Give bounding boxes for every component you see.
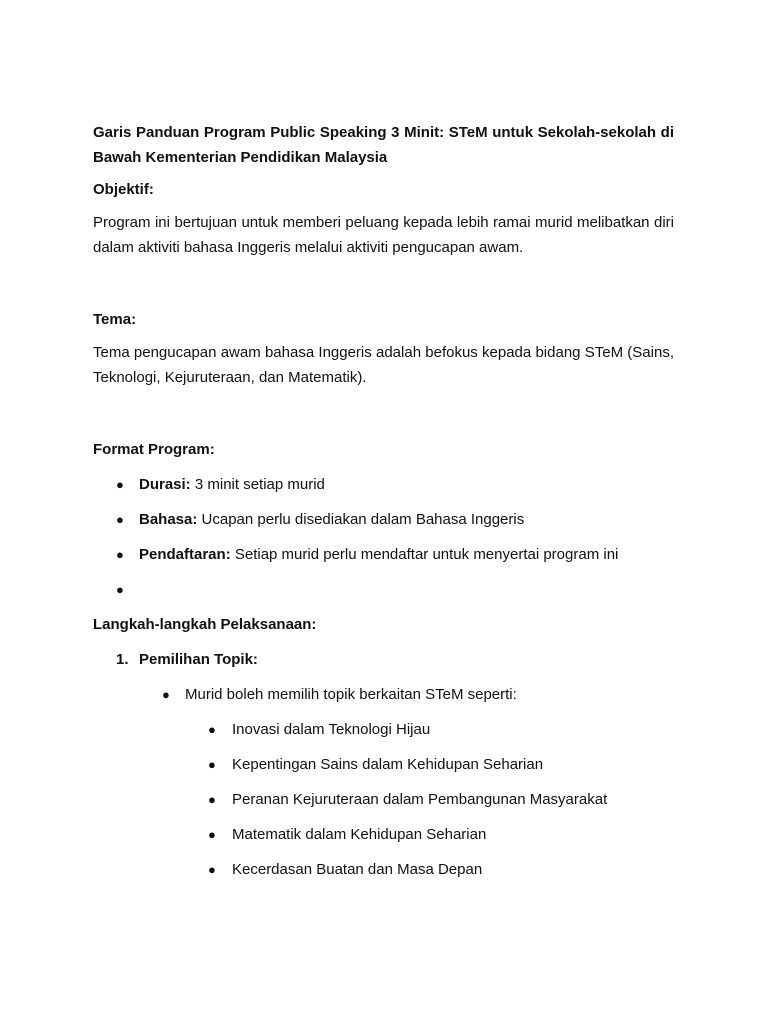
tema-body: Tema pengucapan awam bahasa Inggeris adalah befokus kepada bidang STeM (Sains, Teknologi, Kejuruteraan, dan Matematik). (93, 344, 674, 386)
topic-list (93, 720, 674, 880)
bullet-icon: ● (116, 477, 124, 492)
format-list (93, 475, 674, 600)
topic-text: Peranan Kejuruteraan dalam Pembangunan Masyarakat (232, 791, 608, 808)
bullet-icon: ● (116, 512, 124, 527)
format-item-text: 3 minit setiap murid (190, 476, 325, 493)
bullet-icon: ● (162, 687, 170, 702)
topic-text: Kepentingan Sains dalam Kehidupan Seharian (232, 756, 544, 773)
objektif-body: Program ini bertujuan untuk memberi peluang kepada lebih ramai murid melibatkan diri dalam aktiviti bahasa Inggeris melalui aktiviti pengucapan awam. (93, 214, 674, 256)
langkah-heading: Langkah-langkah Pelaksanaan: (93, 616, 317, 633)
format-item-bahasa (93, 510, 674, 530)
topic-item (93, 790, 674, 810)
document-content (93, 120, 674, 880)
format-item-text: Setiap murid perlu mendaftar untuk menyertai program ini (230, 546, 619, 563)
format-item-label: Durasi: (139, 476, 191, 493)
bullet-icon: ● (116, 547, 124, 562)
bullet-icon: ● (208, 792, 216, 807)
objektif-heading: Objektif: (93, 181, 154, 198)
topic-text: Kecerdasan Buatan dan Masa Depan (232, 861, 483, 878)
format-heading: Format Program: (93, 441, 215, 458)
topic-item (93, 755, 674, 775)
document-title: Garis Panduan Program Public Speaking 3 Minit: STeM untuk Sekolah-sekolah di Bawah Kementerian Pendidikan Malaysia (93, 124, 674, 166)
step-label: Pemilihan Topik: (139, 651, 258, 668)
topic-text: Inovasi dalam Teknologi Hijau (232, 721, 431, 738)
bullet-icon: ● (116, 582, 124, 597)
format-item-label: Pendaftaran: (139, 546, 231, 563)
step-1-sublist (93, 685, 674, 705)
format-item-durasi (93, 475, 674, 495)
bullet-icon: ● (208, 862, 216, 877)
bullet-icon: ● (208, 722, 216, 737)
format-item-label: Bahasa: (139, 511, 198, 528)
topic-item (93, 825, 674, 845)
format-item-text: Ucapan perlu disediakan dalam Bahasa Inggeris (197, 511, 525, 528)
topic-item (93, 860, 674, 880)
bullet-icon: ● (208, 827, 216, 842)
topic-text: Matematik dalam Kehidupan Seharian (232, 826, 487, 843)
subitem-text: Murid boleh memilih topik berkaitan STeM seperti: (185, 686, 517, 703)
step-number: 1. (116, 651, 129, 668)
bullet-icon: ● (208, 757, 216, 772)
format-item-pendaftaran (93, 545, 674, 565)
topic-item (93, 720, 674, 740)
step-1 (93, 650, 674, 670)
step-1-subitem (93, 685, 674, 705)
tema-heading: Tema: (93, 311, 137, 328)
format-item-empty (93, 580, 674, 600)
